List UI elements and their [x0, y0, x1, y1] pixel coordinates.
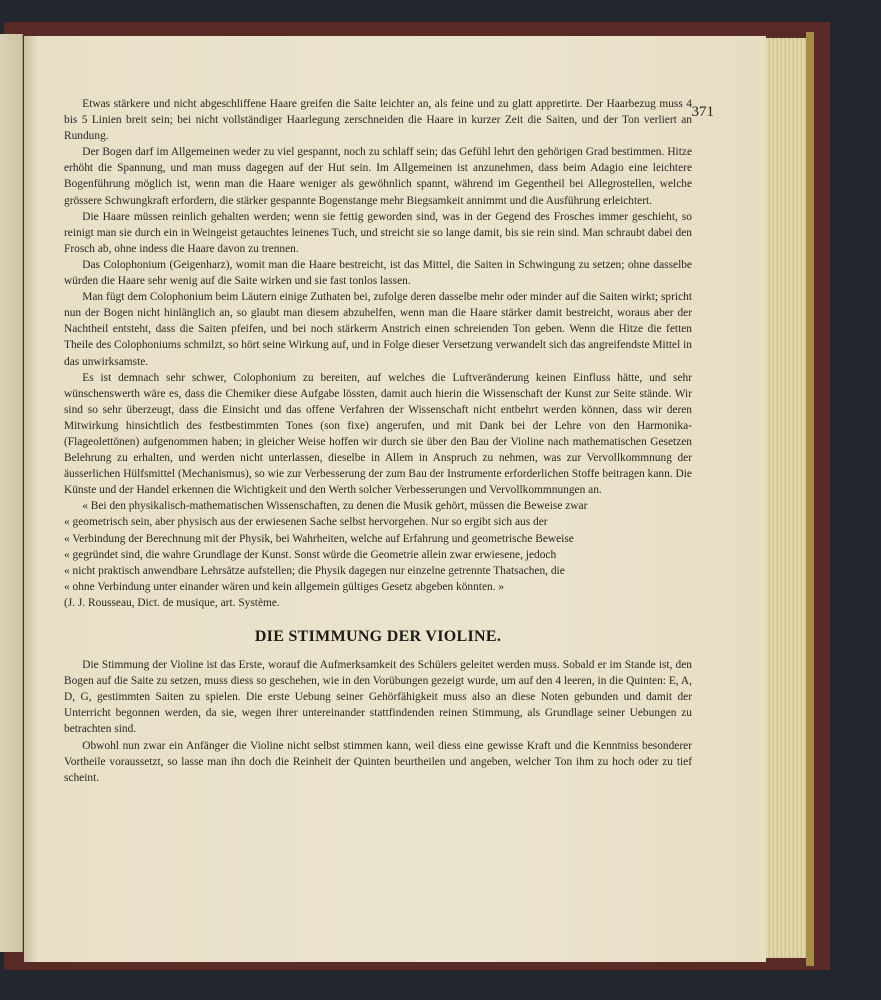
quote-line: « nicht praktisch anwendbare Lehrsätze aufstellen; die Physik dagegen nur einzelne getrennte Thatsachen, die: [64, 564, 565, 577]
quote-attribution: (J. J. Rousseau, Dict. de musique, art. Système.: [64, 596, 280, 609]
paragraph: Es ist demnach sehr schwer, Colophonium zu bereiten, auf welches die Luftveränderung keinen Einfluss hätte, und sehr wünschenswerth wäre es, dass die Chemiker diese Aufgabe lössten, damit auch hierin die Wissenschaft der Kunst zur Seite stände. Wir sind so sehr überzeugt, dass die Einsicht und das offene Verfahren der Wissenschaft nicht entbehrt werden können, dass wir deren Mitwirkung hinsichtlich des festbestimmten Tones (son fixe) angerufen, und mit Dank bei der Lehre von den Harmonika- (Flageolettönen) aufgenommen haben; in gleicher Weise hoffen wir durch sie über den Bau der Violine nach mathematischen Gesetzen Belehrung zu erhalten, und werden nicht unterlassen, dieselbe in Allem in Anspruch zu nehmen, was zur Vervollkommnung der äusserlichen Hülfsmittel (Mechanismus), so wie zur Verbesserung der zum Bau der Instrumente erforderlichen Stoffe beitragen kann. Die Künste und der Handel erkennen die Wichtigkeit und den Werth solcher Verbesserungen und Vervollkommnungen an.: [64, 371, 692, 497]
paragraph: Das Colophonium (Geigenharz), womit man die Haare bestreicht, ist das Mittel, die Saiten in Schwingung zu setzen; ohne dasselbe würden die Haare sehr wenig auf die Saite wirken und sie fast tonlos lassen.: [64, 258, 692, 288]
page-edges: [766, 38, 808, 958]
gilt-edge: [806, 32, 814, 966]
paragraph: Die Stimmung der Violine ist das Erste, worauf die Aufmerksamkeit des Schülers geleitet werden muss. Sobald er im Stande ist, den Bogen auf die Saite zu setzen, muss diess so geschehen, wie in den Vorübungen gezeigt wurde, um auf den 4 leeren, in die Quinten: E, A, D, G, gestimmten Saiten zu spielen. Die erste Uebung seiner Gehörfähigkeit muss also an diese Noten gebunden und damit der Unterricht begonnen werden, da sie, wegen ihrer untereinander stattfindenden reinen Stimmung, als Grundlage seiner Uebungen zu betrachten sind.: [64, 659, 692, 736]
paragraph: Etwas stärkere und nicht abgeschliffene Haare greifen die Saite leichter an, als feine und zu glatt appretirte. Der Haarbezug muss 4 bis 5 Linien breit sein; bei nicht vollständiger Haarlegung zerschneiden die Haare in kurzer Zeit die Saiten, und der Ton verliert an Rundung.: [64, 98, 692, 143]
paragraph: Man fügt dem Colophonium beim Läutern einige Zuthaten bei, zufolge deren dasselbe mehr oder minder auf die Saiten wirkt; spricht nun der Bogen nicht hinlänglich an, so glaubt man diesem abzuhelfen, wenn man die Haare stärker damit bestreicht, woraus aber der Nachtheil entsteht, dass die Saiten pfeifen, und bei noch stärkerm Anstrich einen schreienden Ton geben. Wenn die Hitze die fetten Theile des Colophoniums schmilzt, so hört seine Wirkung auf, und in Folge dieser Versetzung verwandelt sich das angreifendste Mittel in das unwirksamste.: [64, 291, 692, 368]
rousseau-quote: [64, 498, 692, 611]
left-page-edge: [0, 34, 23, 952]
paragraph: Der Bogen darf im Allgemeinen weder zu viel gespannt, noch zu schlaff sein; das Gefühl lehrt den gehörigen Grad bestimmen. Hitze erhöht die Spannung, und man muss dagegen auf der Hut sein. Im Allgemeinen ist anzunehmen, dass beim Adagio eine leichtere Bogenführung möglich ist, wenn man die Haare weniger als gewöhnlich spannt, während im Gegentheil bei Allegrostellen, welche grössere Schwungkraft erfordern, die stärker gespannte Bogenstange mehr Biegsamkeit annimmt und die Ausführung erleichtert.: [64, 146, 692, 207]
page-body: [64, 96, 692, 786]
section-body: [64, 657, 692, 786]
quote-line: « gegründet sind, die wahre Grundlage der Kunst. Sonst würde die Geometrie allein zwar erwiesene, jedoch: [64, 548, 557, 561]
paragraph: Die Haare müssen reinlich gehalten werden; wenn sie fettig geworden sind, was in der Gegend des Frosches immer geschieht, so reinigt man sie durch ein in Weingeist getauchtes leinenes Tuch, und streicht sie so lange damit, bis sie rein sind. Man schraubt dabei den Frosch ab, ohne indess die Haare davon zu trennen.: [64, 210, 692, 255]
quote-line: « Verbindung der Berechnung mit der Physik, bei Wahrheiten, welche auf Erfahrung und geometrische Beweise: [64, 532, 574, 545]
quote-line: « ohne Verbindung unter einander wären und kein allgemein gültiges Gesetz abgeben könnten. »: [64, 580, 505, 593]
paragraph: Obwohl nun zwar ein Anfänger die Violine nicht selbst stimmen kann, weil diess eine gewisse Kraft und die Kenntniss besonderer Vortheile voraussetzt, so lasse man ihn doch die Reinheit der Quinten beurtheilen und angeben, welcher Ton ihm zu hoch oder zu tief scheint.: [64, 739, 692, 784]
quote-line: « Bei den physikalisch-mathematischen Wissenschaften, zu denen die Musik gehört, müssen die Beweise zwar: [82, 500, 588, 513]
page-number: 371: [691, 104, 714, 120]
quote-line: « geometrisch sein, aber physisch aus der erwiesenen Sache selbst hervorgehen. Nur so ergibt sich aus der: [64, 516, 548, 529]
section-heading: DIE STIMMUNG DER VIOLINE.: [254, 628, 502, 645]
